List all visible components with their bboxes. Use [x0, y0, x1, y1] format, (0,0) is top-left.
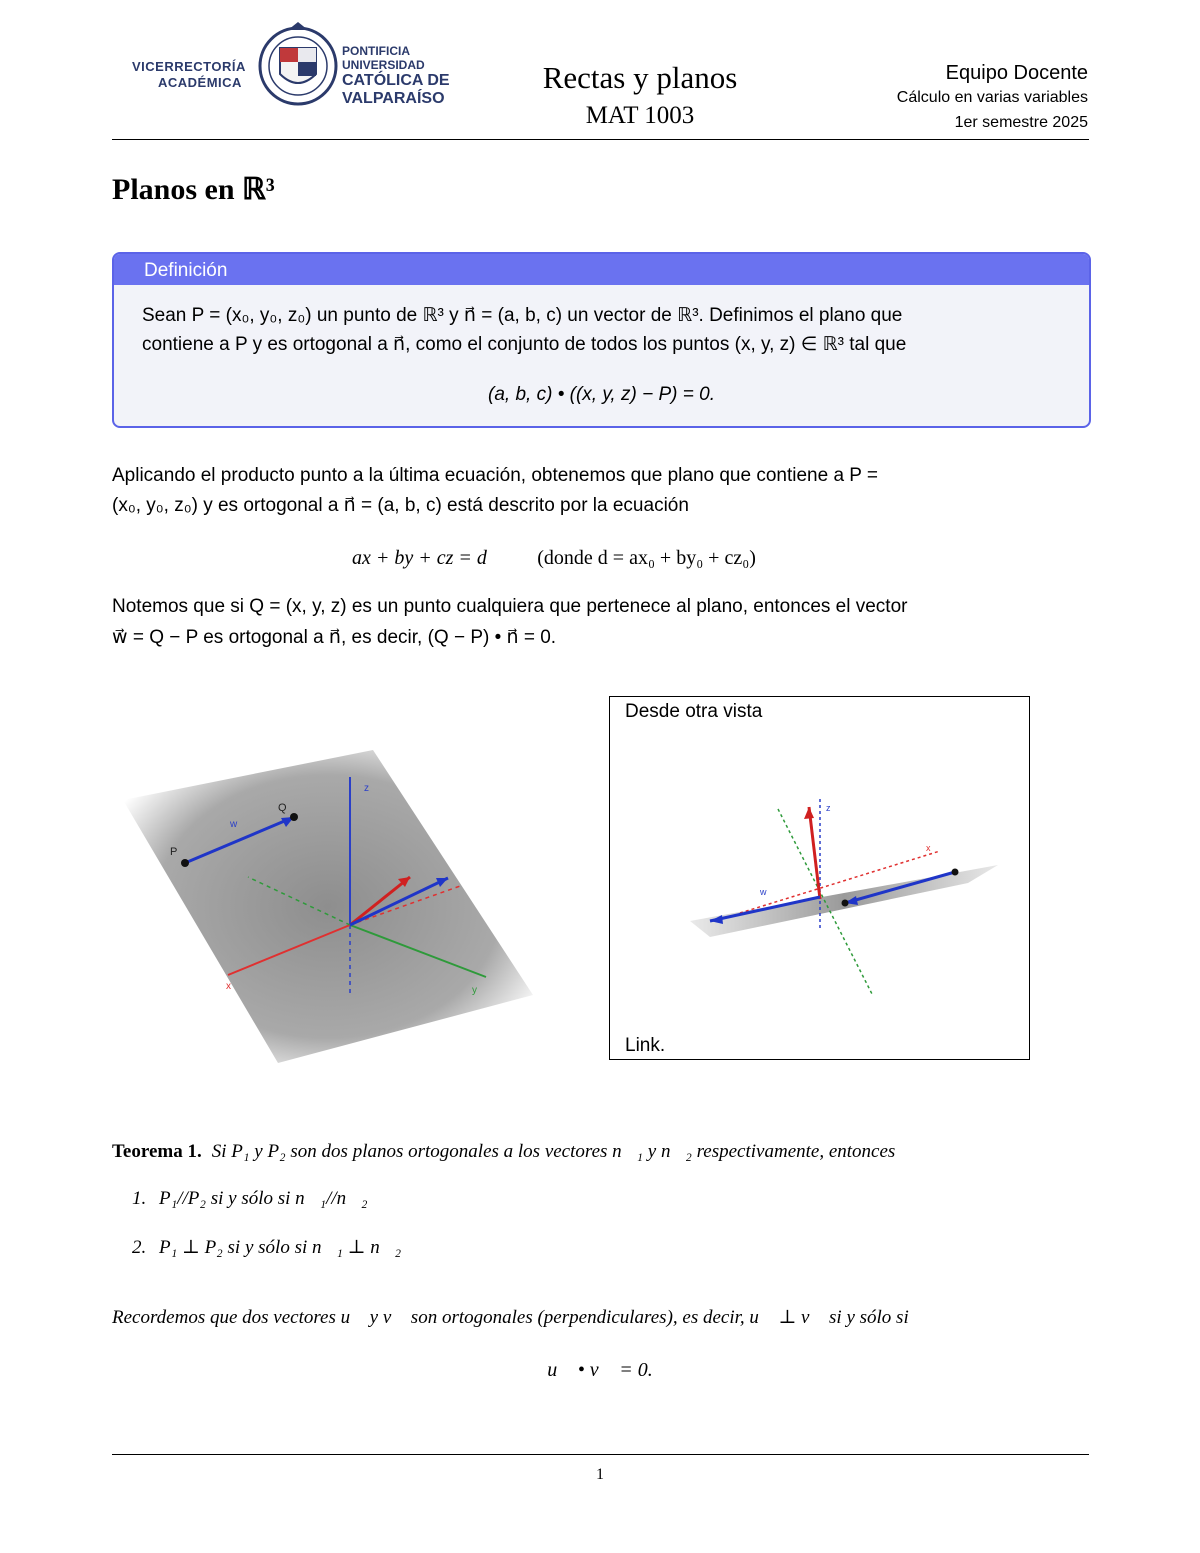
plane-equation: [352, 545, 756, 570]
definition-line-1: Sean P = (x₀, y₀, z₀) un punto de ℝ³ y n⃗ = (a, b, c) un vector de ℝ³. Definimos el plano que: [142, 305, 903, 326]
plane-equation-main: ax + by + cz = d: [352, 547, 487, 569]
theorem-item-1-number: 1.: [132, 1188, 147, 1209]
paragraph-1-line-2: (x₀, y₀, z₀) y es ortogonal a n⃗ = (a, b, c) está descrito por la ecuación: [112, 495, 689, 516]
point-q: [842, 900, 849, 907]
alternate-view-frame: [609, 696, 1030, 1060]
plane-equation-note: (donde d = ax₀ + by₀ + cz₀): [537, 547, 756, 569]
logo-right-text-4: VALPARAÍSO: [342, 90, 445, 107]
definition-line-2: contiene a P y es ortogonal a n⃗, como el conjunto de todos los puntos (x, y, z) ∈ ℝ³ tal que: [142, 334, 907, 355]
recall-equation: u⃗ • v⃗ = 0.: [547, 1359, 653, 1381]
plane-3d-figure: [118, 745, 538, 1065]
header-team: Equipo Docente: [945, 62, 1088, 84]
definition-box: [112, 252, 1091, 428]
document-title: Rectas y planos: [542, 60, 738, 95]
university-logo: [128, 18, 458, 114]
recall-text: Recordemos que dos vectores u⃗ y v⃗ son ortogonales (perpendiculares), es decir, u⃗ ⊥ v⃗ si y sólo si: [112, 1307, 909, 1328]
normal-arrowhead: [804, 807, 814, 819]
logo-right-text-2: UNIVERSIDAD: [342, 58, 425, 72]
definition-equation: (a, b, c) • ((x, y, z) − P) = 0.: [488, 384, 715, 405]
label-z-axis: z: [826, 803, 831, 813]
definition-title: Definición: [144, 260, 228, 281]
label-x-axis: x: [926, 843, 931, 853]
theorem-item-1: [132, 1188, 368, 1210]
alternate-view-link[interactable]: Link.: [625, 1035, 666, 1056]
page-number: 1: [596, 1466, 604, 1483]
definition-header: [114, 254, 1089, 285]
alternate-view-caption: Desde otra vista: [625, 701, 763, 722]
label-q: Q: [278, 802, 287, 814]
theorem-label: Teorema 1.: [112, 1141, 202, 1162]
label-x-axis: x: [226, 981, 231, 992]
label-w: w: [760, 887, 767, 897]
theorem-item-2: [132, 1236, 401, 1259]
university-seal-icon: [258, 18, 340, 114]
label-z-axis: z: [364, 783, 369, 794]
logo-left-text-2: ACADÉMICA: [158, 75, 242, 90]
section-title: Planos en ℝ³: [112, 173, 275, 206]
point-p: [952, 869, 959, 876]
normal-vector: [809, 807, 820, 899]
point-q: [290, 813, 298, 821]
point-p: [181, 859, 189, 867]
paragraph-2-line-1: Notemos que si Q = (x, y, z) es un punto cualquiera que pertenece al plano, entonces el vector: [112, 596, 908, 617]
theorem-item-2-number: 2.: [132, 1237, 147, 1258]
theorem-item-1-text: P₁//P₂ si y sólo si n⃗₁//n⃗₂: [159, 1188, 368, 1209]
label-w: w: [230, 819, 238, 830]
footer-rule: [112, 1454, 1089, 1455]
theorem-item-2-text: P₁ ⊥ P₂ si y sólo si n⃗₁ ⊥ n⃗₂: [159, 1237, 402, 1258]
header-course: Cálculo en varias variables: [896, 89, 1088, 106]
course-code: MAT 1003: [585, 102, 695, 129]
header-rule: [112, 139, 1089, 140]
theorem-statement: Si P₁ y P₂ son dos planos ortogonales a los vectores n⃗₁ y n⃗₂ respectivamente, entonces: [211, 1141, 896, 1162]
label-y-axis: y: [472, 985, 477, 996]
label-p: P: [170, 846, 178, 858]
paragraph-1-line-1: Aplicando el producto punto a la última ecuación, obtenemos que plano que contiene a P =: [112, 465, 879, 486]
logo-left-text-1: VICERRECTORÍA: [132, 59, 246, 74]
logo-right-text-3: CATÓLICA DE: [342, 72, 450, 89]
plane-side-view-figure: [680, 789, 1010, 1004]
header-semester: 1er semestre 2025: [954, 114, 1088, 131]
paragraph-2-line-2: w⃗ = Q − P es ortogonal a n⃗, es decir, (Q − P) • n⃗ = 0.: [112, 627, 557, 648]
plane-surface: [123, 750, 533, 1063]
theorem: [112, 1140, 895, 1163]
logo-right-text-1: PONTIFICIA: [342, 44, 410, 58]
